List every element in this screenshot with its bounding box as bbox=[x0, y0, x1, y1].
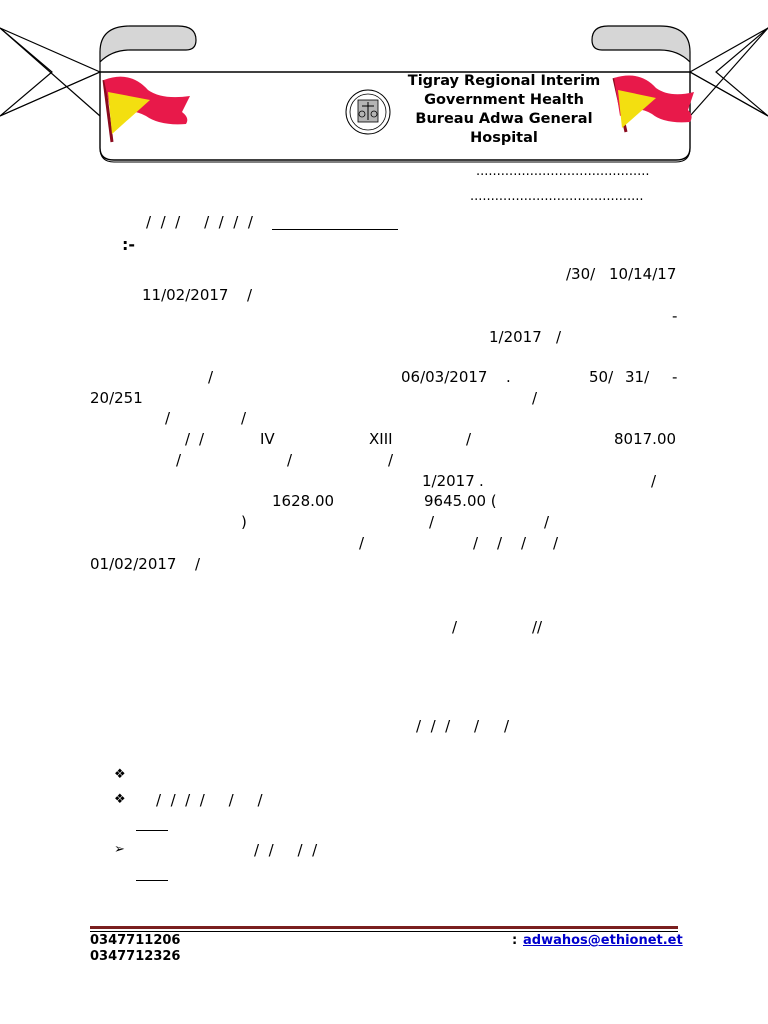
body-text: ) bbox=[241, 513, 247, 531]
body-text: / bbox=[359, 534, 365, 552]
body-text: / bbox=[165, 409, 171, 427]
body-text: / bbox=[199, 430, 205, 448]
cc-underline bbox=[136, 830, 168, 831]
body-text: 31/ bbox=[625, 368, 650, 386]
cc-item: / / / / bbox=[254, 841, 318, 859]
body-text: 50/ bbox=[589, 368, 614, 386]
hospital-name: Tigray Regional Interim Government Health Bureau Adwa General Hospital bbox=[407, 73, 601, 146]
body-text: / bbox=[247, 286, 253, 304]
right-ribbon-roll bbox=[592, 26, 690, 72]
body-text: - bbox=[672, 368, 678, 386]
signature-line: / / / bbox=[416, 717, 451, 735]
body-text: . bbox=[506, 368, 511, 386]
body-amount: 1628.00 bbox=[272, 492, 335, 510]
body-text: . bbox=[479, 472, 484, 490]
body-text: / bbox=[497, 534, 503, 552]
body-text: / bbox=[195, 555, 201, 573]
body-text: / bbox=[208, 368, 214, 386]
body-amount: 9645.00 ( bbox=[424, 492, 497, 510]
body-text: / bbox=[185, 430, 191, 448]
body-text: / bbox=[241, 409, 247, 427]
salutation-mark: :- bbox=[122, 235, 136, 254]
emblem-icon bbox=[346, 90, 390, 134]
body-text: // bbox=[532, 618, 543, 636]
body-date: 1/2017 bbox=[422, 472, 475, 490]
footer-rule bbox=[90, 926, 678, 929]
body-text: / bbox=[544, 513, 550, 531]
header-banner bbox=[0, 0, 768, 170]
cc-underline bbox=[136, 880, 168, 881]
body-text: / bbox=[473, 534, 479, 552]
footer-rule-thin bbox=[90, 931, 678, 932]
body-text: / bbox=[452, 618, 458, 636]
body-text: / bbox=[532, 389, 538, 407]
body-text: IV bbox=[260, 430, 275, 448]
body-text: / bbox=[556, 328, 562, 346]
subject-underline bbox=[272, 229, 398, 230]
left-ribbon-roll bbox=[100, 26, 196, 72]
subject-slashes: / / / / / / / bbox=[146, 213, 253, 231]
body-text: / bbox=[176, 451, 182, 469]
body-text: / bbox=[429, 513, 435, 531]
arrow-bullet-icon: ➢ bbox=[114, 842, 125, 857]
body-date: 06/03/2017 bbox=[401, 368, 488, 386]
body-text: / bbox=[388, 451, 394, 469]
cc-item: / / / / / / bbox=[156, 791, 263, 809]
diamond-bullet-icon: ❖ bbox=[114, 792, 126, 807]
body-text: / bbox=[521, 534, 527, 552]
body-text: XIII bbox=[369, 430, 393, 448]
phone-number-2: 0347712326 bbox=[90, 949, 181, 964]
email-prefix: : bbox=[512, 933, 518, 948]
phone-number-1: 0347711206 bbox=[90, 933, 181, 948]
diamond-bullet-icon: ❖ bbox=[114, 767, 126, 782]
signature-line: / bbox=[474, 717, 480, 735]
body-text: 20/251 bbox=[90, 389, 143, 407]
body-date: 1/2017 bbox=[489, 328, 542, 346]
date-line: .......................................... bbox=[470, 189, 644, 204]
body-date: 10/14/17 bbox=[609, 265, 677, 283]
body-text: / bbox=[553, 534, 559, 552]
body-text: - bbox=[672, 307, 678, 325]
email-link[interactable]: adwahos@ethionet.et bbox=[523, 933, 683, 948]
body-text: / bbox=[287, 451, 293, 469]
body-text: / bbox=[651, 472, 657, 490]
body-text: /30/ bbox=[566, 265, 596, 283]
body-date: 01/02/2017 bbox=[90, 555, 177, 573]
reference-number-line: .......................................... bbox=[476, 164, 650, 179]
body-date: 11/02/2017 bbox=[142, 286, 229, 304]
body-text: / bbox=[466, 430, 472, 448]
signature-line: / bbox=[504, 717, 510, 735]
body-amount: 8017.00 bbox=[614, 430, 677, 448]
